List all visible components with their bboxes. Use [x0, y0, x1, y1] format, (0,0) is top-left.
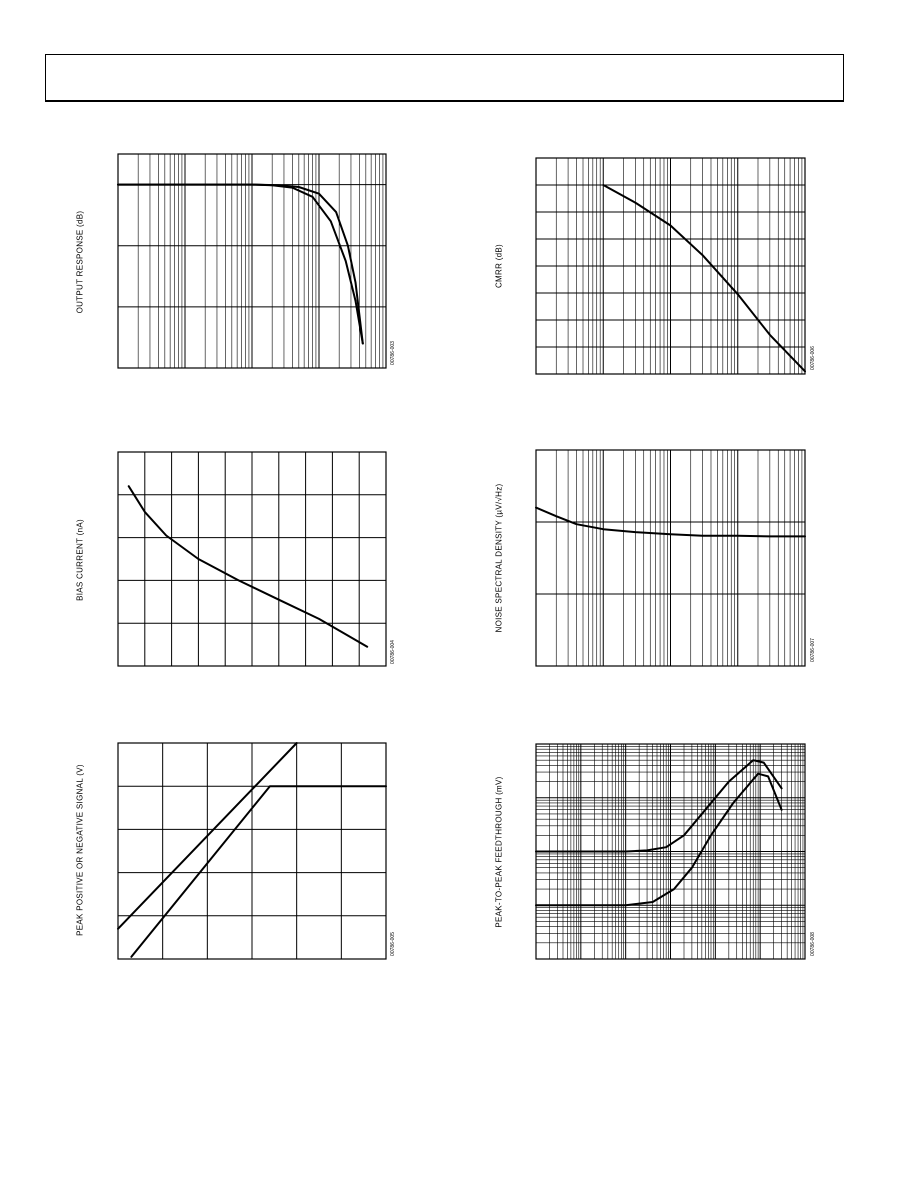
figure-code-008: 00786-008 — [810, 932, 816, 956]
noise-spectral-density-y-axis-label: NOISE SPECTRAL DENSITY (µV/√Hz) — [494, 483, 504, 633]
figure-code-007: 00786-007 — [810, 638, 816, 662]
grid — [536, 158, 805, 374]
series-2-line — [536, 774, 782, 906]
figure-code-005: 00786-005 — [390, 932, 396, 956]
bias-current-y-axis-label: BIAS CURRENT (nA) — [75, 519, 85, 601]
cmrr-chart — [536, 158, 805, 374]
series-1-line — [603, 185, 805, 371]
output-response-y-axis-label: OUTPUT RESPONSE (dB) — [75, 210, 85, 314]
peak-signal-chart — [118, 743, 386, 959]
figure-code-004: 00786-004 — [390, 640, 396, 664]
figure-code-006: 00786-006 — [810, 346, 816, 370]
figure-code-003: 00786-003 — [390, 341, 396, 365]
series-1-line — [118, 185, 363, 344]
series-1-line — [129, 486, 368, 647]
series-2-line — [118, 185, 363, 344]
noise-spectral-density-chart — [536, 450, 805, 666]
bias-current-chart — [118, 452, 386, 666]
series-2-line — [131, 786, 386, 957]
feedthrough-y-axis-label: PEAK-TO-PEAK FEEDTHROUGH (mV) — [494, 776, 504, 928]
output-response-chart — [118, 154, 386, 368]
cmrr-y-axis-label: CMRR (dB) — [494, 243, 504, 289]
page-header — [45, 54, 844, 102]
grid — [536, 450, 805, 666]
feedthrough-chart — [536, 744, 805, 959]
peak-signal-y-axis-label: PEAK POSITIVE OR NEGATIVE SIGNAL (V) — [75, 764, 85, 936]
grid — [118, 743, 386, 959]
